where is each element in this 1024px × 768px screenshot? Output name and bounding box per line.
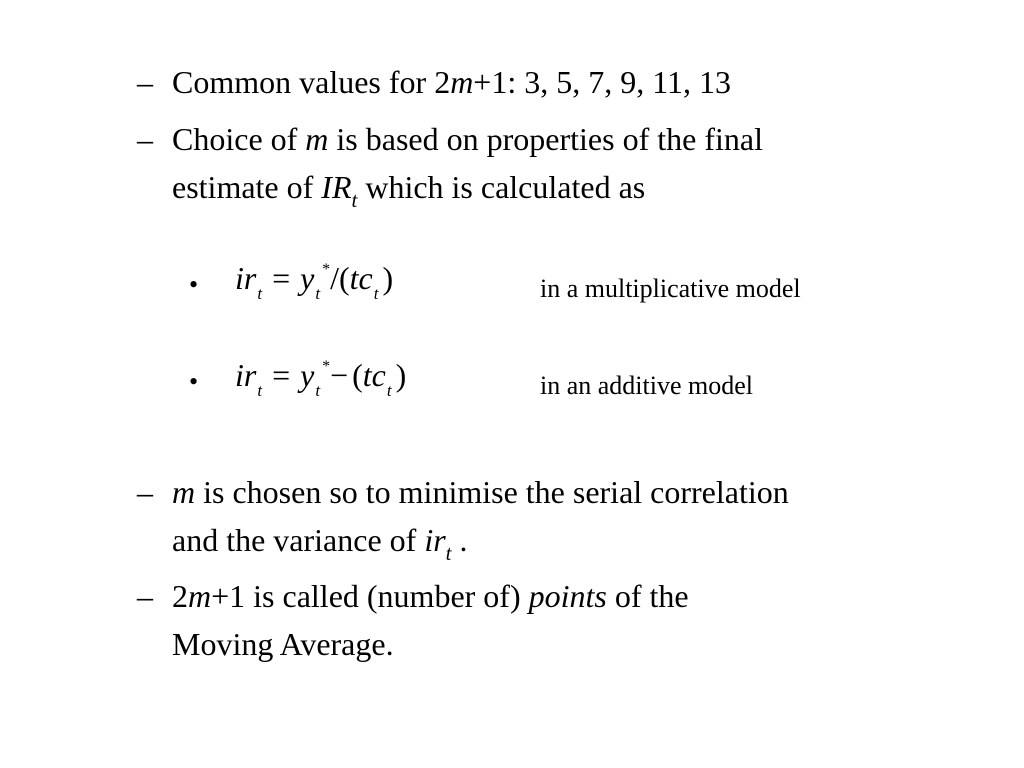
formula-y: y [300, 260, 315, 296]
italic-m: m [172, 474, 196, 510]
text-fragment: which is calculated as [357, 169, 646, 205]
italic-ir: IR [321, 169, 352, 205]
formula-equals: = [272, 357, 291, 393]
text-fragment: of the [606, 578, 689, 614]
formula-subscript: t [257, 284, 263, 303]
line [172, 516, 789, 564]
formula-paren: ) [395, 357, 407, 393]
formula-subscript: t [315, 381, 321, 400]
text-fragment: estimate of [172, 169, 322, 205]
formula-paren: ( [338, 260, 350, 296]
text-fragment: . [451, 522, 468, 558]
italic-ir: ir [424, 522, 446, 558]
model-label-additive: in an additive model [540, 371, 754, 400]
formula-equals: = [272, 260, 291, 296]
text-fragment: is based on properties of the final [328, 121, 763, 157]
formula-paren: ( [352, 357, 363, 393]
formula-subscript: t [386, 381, 392, 400]
bullet-marker: • [189, 367, 199, 396]
formula-y: y [300, 357, 315, 393]
text-fragment: and the variance of [172, 522, 425, 558]
formula-multiplicative [235, 258, 393, 304]
formula-paren: ) [382, 260, 394, 296]
formula-operator: − [330, 357, 349, 393]
subscript-t: t [351, 188, 358, 212]
text-fragment: +1: 3, 5, 7, 9, 11, 13 [473, 64, 732, 100]
text-fragment: is chosen so to minimise the serial correlation [195, 474, 789, 510]
bullet-marker: • [189, 270, 199, 299]
text-fragment: Common values for 2 [172, 64, 451, 100]
formula-additive [235, 355, 406, 401]
dash-marker: – [137, 64, 153, 100]
italic-m: m [450, 64, 474, 100]
line [172, 620, 689, 668]
subscript-t: t [445, 541, 452, 565]
formula-y-star [300, 355, 331, 401]
dash-marker: – [137, 474, 153, 510]
italic-m: m [305, 121, 329, 157]
italic-points: points [528, 578, 607, 614]
formula-y-star [300, 258, 331, 304]
line [172, 163, 763, 211]
formula-row-multiplicative [0, 258, 1024, 318]
formula-superscript-star: * [322, 261, 331, 278]
line [172, 115, 763, 163]
formula-row-additive [0, 355, 1024, 415]
model-label-multiplicative: in a multiplicative model [540, 274, 801, 303]
dash-marker: – [137, 578, 153, 614]
line [172, 468, 789, 516]
line [172, 572, 689, 620]
formula-lhs: ir [235, 260, 257, 296]
line [172, 58, 731, 106]
italic-m: m [188, 578, 212, 614]
text-fragment: 2 [172, 578, 188, 614]
formula-tc: tc [362, 357, 386, 393]
formula-superscript-star: * [322, 358, 331, 375]
formula-subscript: t [373, 284, 379, 303]
formula-operator: / [330, 260, 339, 296]
formula-lhs: ir [235, 357, 257, 393]
formula-tc: tc [349, 260, 373, 296]
formula-subscript: t [257, 381, 263, 400]
text-fragment: +1 is called (number of) [211, 578, 529, 614]
text-fragment: Choice of [172, 121, 306, 157]
dash-marker: – [137, 121, 153, 157]
formula-subscript: t [315, 284, 321, 303]
text-fragment: Moving Average. [172, 626, 394, 662]
